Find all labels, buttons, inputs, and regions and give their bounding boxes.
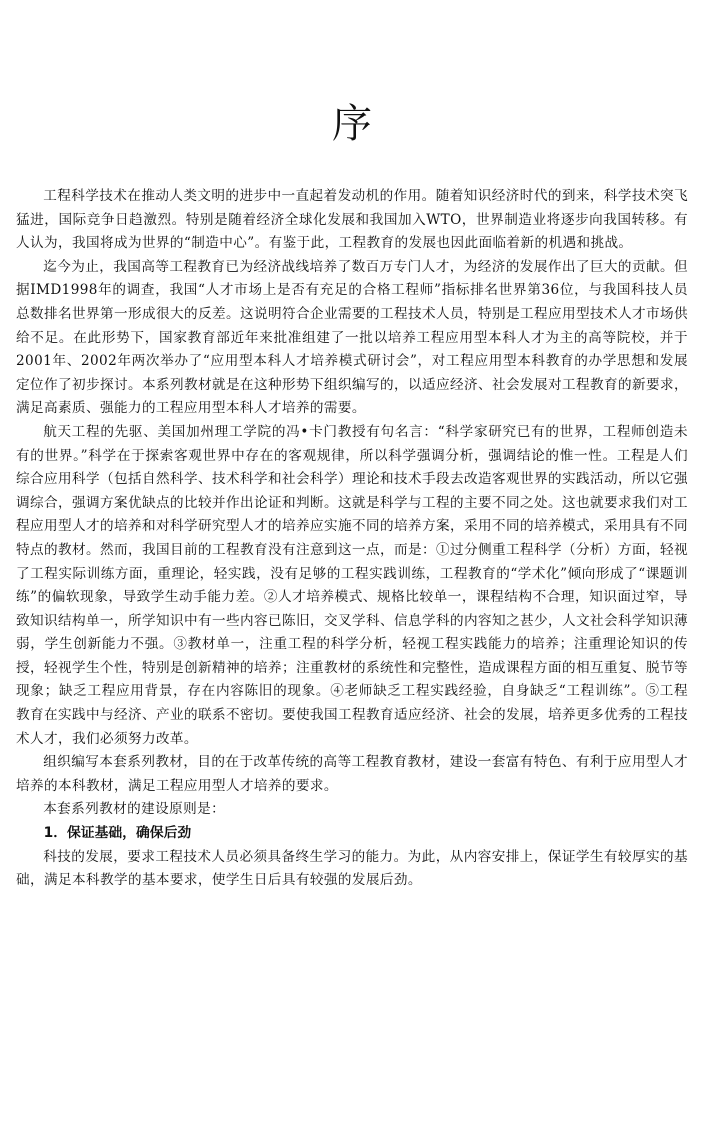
paragraph-5: 本套系列教材的建设原则是： <box>43 801 226 818</box>
final-paragraph: 科技的发展，要求工程技术人员必须具备终生学习的能力。为此，从内容安排上，保证学生有较厚实的基础，满足本科教学的基本要求，使学生日后具有较强的发展后劲。 <box>16 848 688 889</box>
document-page <box>16 0 688 1122</box>
paragraph-1: 工程科学技术在推动人类文明的进步中一直起着发动机的作用。随着知识经济时代的到来，科学技术突飞猛进，国际竞争日趋激烈。特别是随着经济全球化发展和我国加入WTO，世界制造业将逐步向我国转移。有人认为，我国将成为世界的“制造中心”。有鉴于此，工程教育的发展也因此面临着新的机遇和挑战。 <box>16 188 688 252</box>
paragraph-2: 迄今为止，我国高等工程教育已为经济战线培养了数百万专门人才，为经济的发展作出了巨大的贡献。但据IMD1998年的调查，我国“人才市场上是否有充足的合格工程师”指标排名世界第36位，与我国科技人员总数排名世界第一形成很大的反差。这说明符合企业需要的工程技术人员，特别是工程应用型技术人才市场供给不足。在此形势下，国家教育部近年来批准组建了一批以培养工程应用型本科人才为主的高等院校，并于2001年、2002年两次举办了“应用型本科人才培养模式研讨会”，对工程应用型本科教育的办学思想和发展定位作了初步探讨。本系列教材就是在这种形势下组织编写的，以适应经济、社会发展对工程教育的新要求，满足高素质、强能力的工程应用型本科人才培养的需要。 <box>16 258 688 417</box>
body-text <box>16 185 688 893</box>
page-title: 序 <box>332 101 372 147</box>
paragraph-4: 组织编写本套系列教材，目的在于改革传统的高等工程教育教材，建设一套富有特色、有利于应用型人才培养的本科教材，满足工程应用型人才培养的要求。 <box>16 754 688 794</box>
paragraph-3: 航天工程的先驱、美国加州理工学院的冯•卡门教授有句名言：“科学家研究已有的世界，工程师创造未有的世界。”科学在于探索客观世界中存在的客观规律，所以科学强调分析，强调结论的惟一性。工程是人们综合应用科学（包括自然科学、技术科学和社会科学）理论和技术手段去改造客观世界的实践活动，所以它强调综合，强调方案优缺点的比较并作出论证和判断。这就是科学与工程的主要不同之处。这也就要求我们对工程应用型人才的培养和对科学研究型人才的培养应实施不同的培养方案，采用不同的培养模式，采用具有不同特点的教材。然而，我国目前的工程教育没有注意到这一点，而是：①过分侧重工程科学（分析）方面，轻视了工程实际训练方面，重理论，轻实践，没有足够的工程实践训练，工程教育的“学术化”倾向形成了“课题训练”的偏软现象，导致学生动手能力差。②人才培养模式、规格比较单一，课程结构不合理，知识面过窄，导致知识结构单一，所学知识中有一些内容已陈旧，交叉学科、信息学科的内容知之甚少，人文社会科学知识薄弱，学生创新能力不强。③教材单一，注重工程的科学分析，轻视工程实践能力的培养；注重理论知识的传授，轻视学生个性，特别是创新精神的培养；注重教材的系统性和完整性，造成课程方面的相互重复、脱节等现象；缺乏工程应用背景，存在内容陈旧的现象。④老师缺乏工程实践经验，自身缺乏“工程训练”。⑤工程教育在实践中与经济、产业的联系不密切。要使我国工程教育适应经济、社会的发展，培养更多优秀的工程技术人才，我们必须努力改革。 <box>16 423 688 747</box>
section-heading: 1．保证基础，确保后劲 <box>43 825 192 842</box>
